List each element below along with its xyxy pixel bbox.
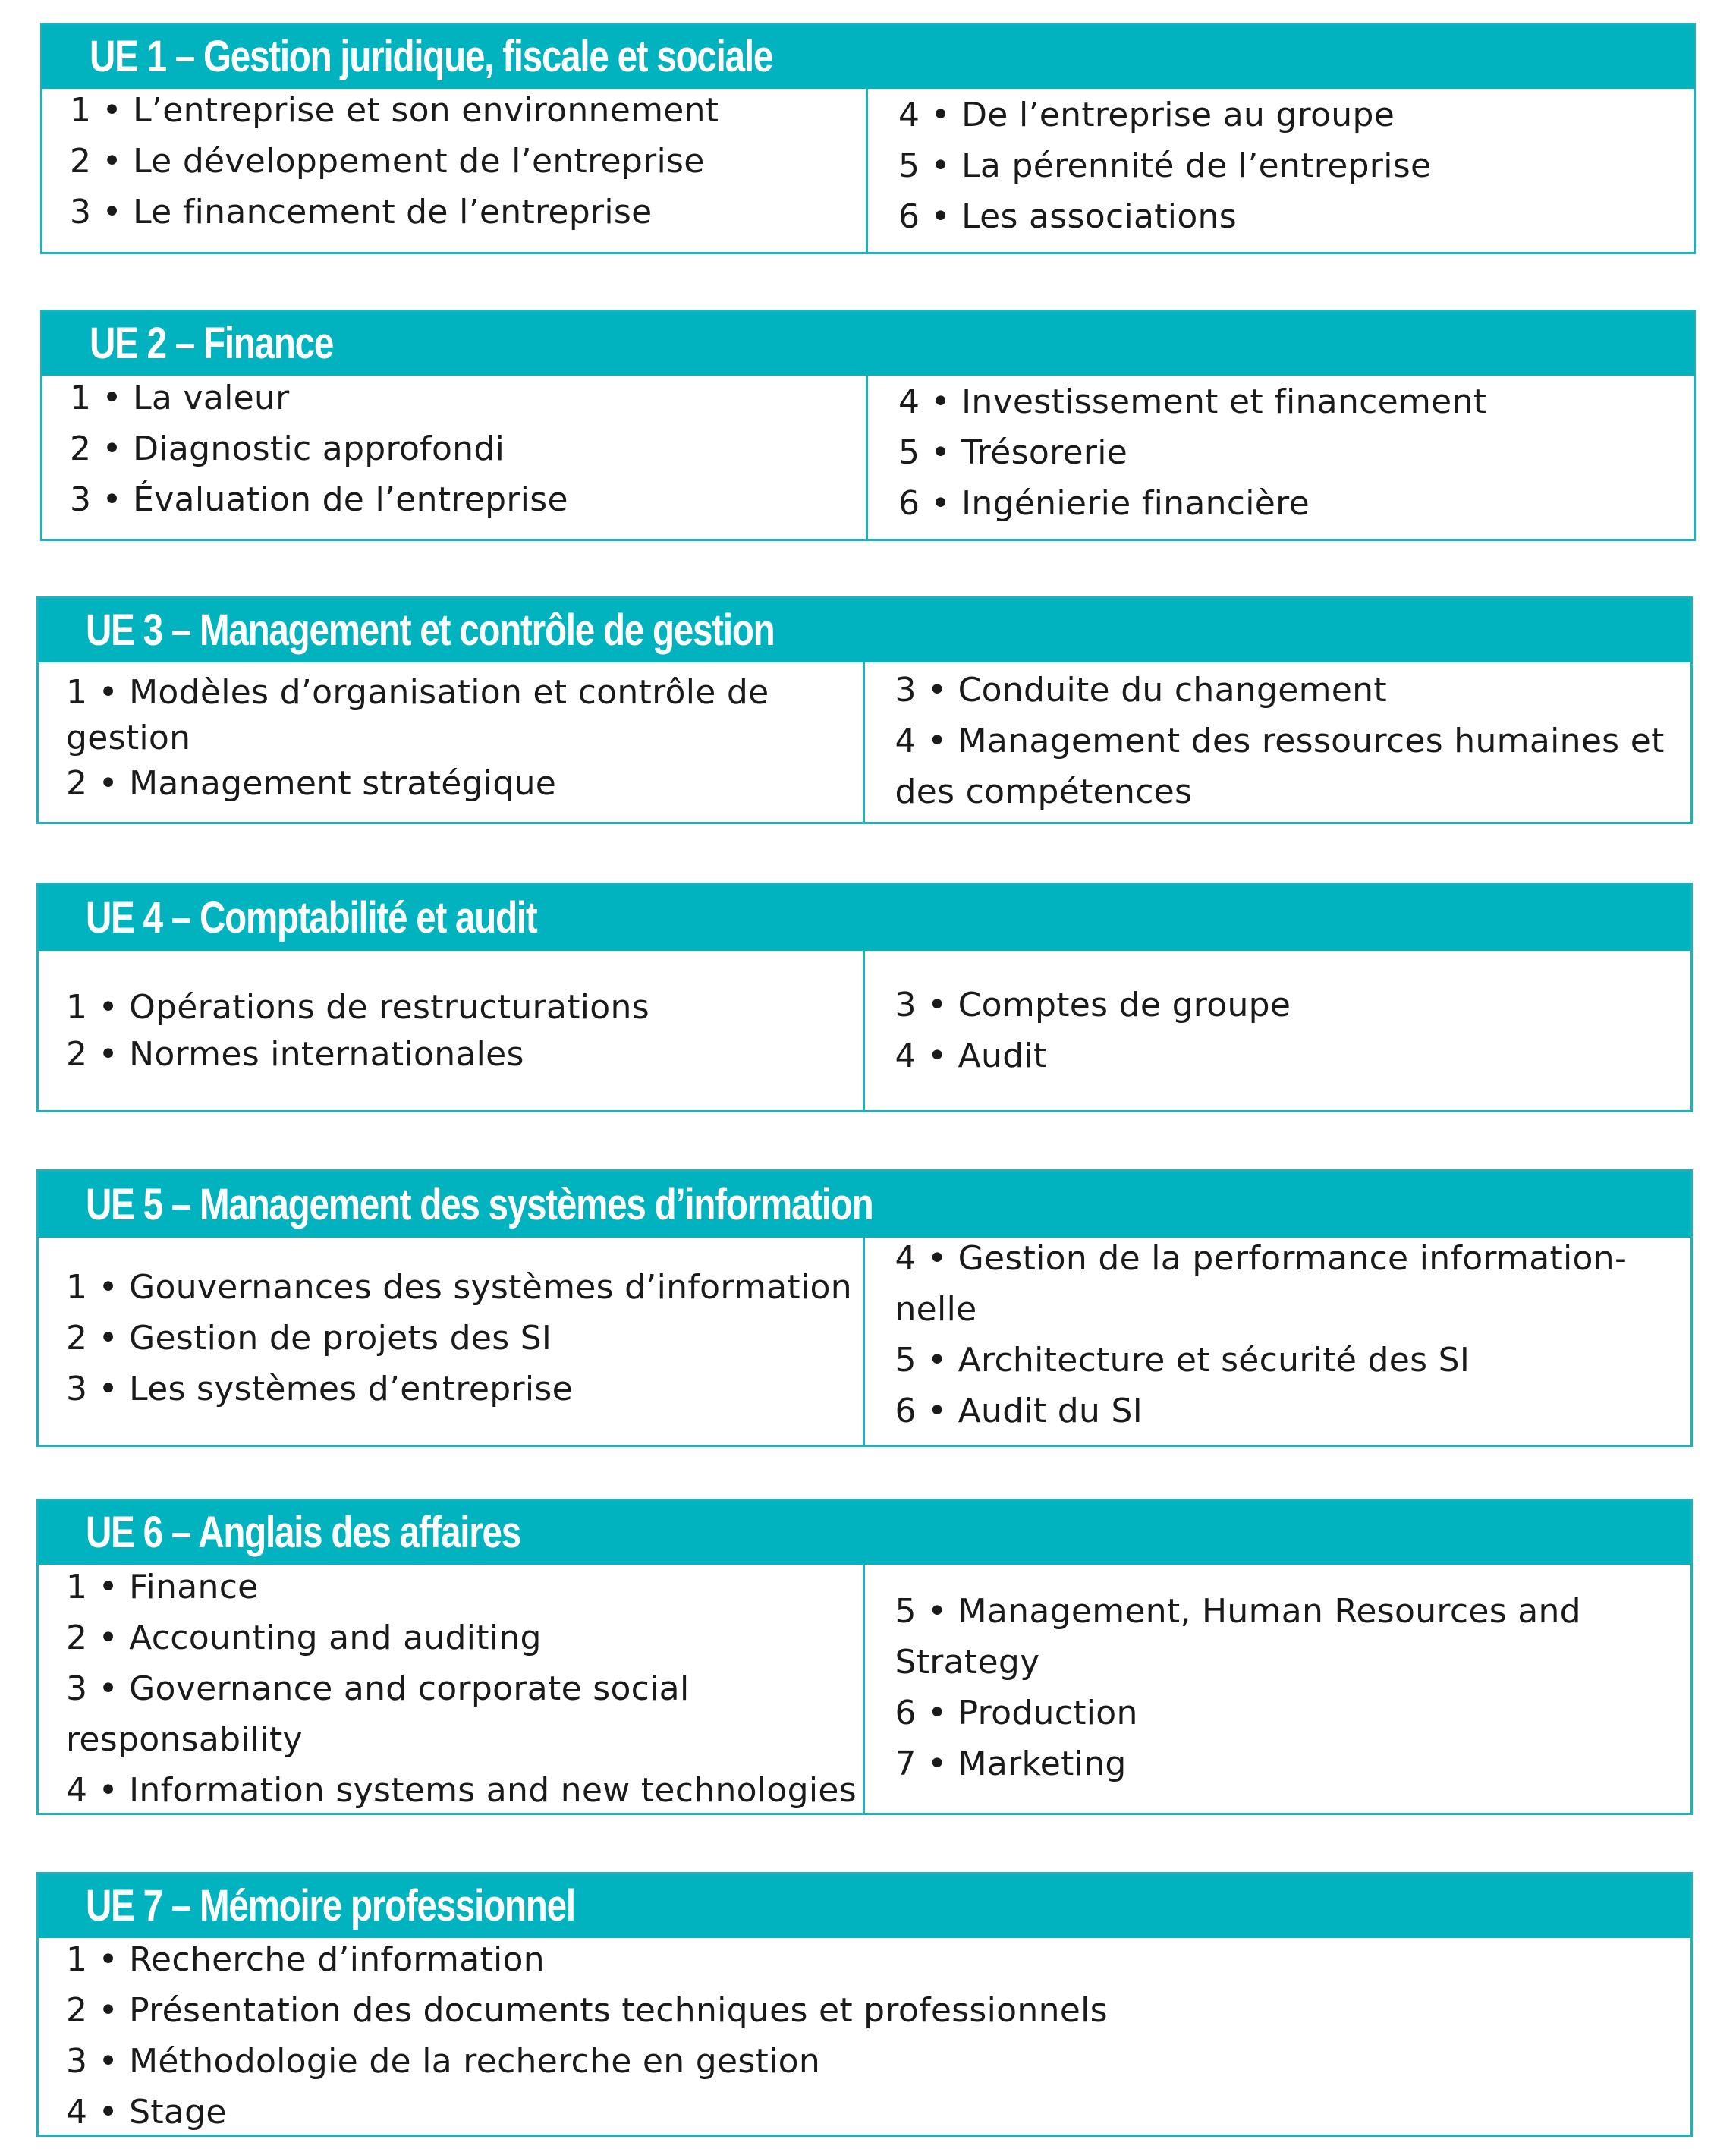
ue-4-item-2: 2 • Normes internationales bbox=[66, 1035, 524, 1074]
ue-3-item-3: 3 • Conduite du changement bbox=[895, 671, 1387, 709]
ue-6-header bbox=[39, 1501, 1690, 1565]
ue-3-item-2: 2 • Management stratégique bbox=[66, 764, 557, 803]
ue-2-header bbox=[42, 312, 1694, 376]
ue-5-item-3: 3 • Les systèmes d’entreprise bbox=[66, 1370, 573, 1408]
ue-4-item-4: 4 • Audit bbox=[895, 1037, 1047, 1075]
ue-7-item-4: 4 • Stage bbox=[66, 2093, 227, 2132]
ue-3-item-1: 1 • Modèles d’organisation et contrôle de gestion bbox=[66, 673, 769, 757]
ue-5-item-6: 6 • Audit du SI bbox=[895, 1392, 1143, 1430]
ue-6-item-1: 1 • Finance bbox=[66, 1568, 259, 1606]
ue-6-item-4: 4 • Information systems and new technologies bbox=[66, 1771, 857, 1810]
ue-4-item-1: 1 • Opérations de restructurations bbox=[66, 988, 649, 1027]
ue-7-item-3: 3 • Méthodologie de la recherche en gestion bbox=[66, 2042, 821, 2081]
ue-4-header bbox=[39, 885, 1690, 951]
ue-1-section bbox=[40, 23, 1696, 254]
ue-1-item-1: 1 • L’entreprise et son environnement bbox=[70, 91, 719, 130]
ue-7-item-1: 1 • Recherche d’information bbox=[66, 1940, 545, 1979]
ue-4-item-3: 3 • Comptes de groupe bbox=[895, 986, 1291, 1024]
ue-7-header bbox=[39, 1874, 1690, 1938]
ue-1-header bbox=[42, 25, 1694, 89]
ue-6-item-6: 6 • Production bbox=[895, 1694, 1138, 1732]
ue-6-item-2: 2 • Accounting and auditing bbox=[66, 1619, 542, 1657]
ue-3-section bbox=[36, 596, 1693, 824]
ue-5-header bbox=[39, 1172, 1690, 1238]
ue-2-title: UE 2 – Finance bbox=[90, 319, 334, 368]
ue-4-title: UE 4 – Comptabilité et audit bbox=[86, 893, 537, 942]
ue-1-item-2: 2 • Le développement de l’entreprise bbox=[70, 142, 705, 181]
ue-2-item-5: 5 • Trésorerie bbox=[898, 433, 1128, 472]
ue-2-item-4: 4 • Investissement et financement bbox=[898, 382, 1487, 421]
ue-1-title: UE 1 – Gestion juridique, fiscale et sociale bbox=[90, 32, 773, 81]
ue-3-header bbox=[39, 599, 1690, 662]
ue-5-section bbox=[36, 1169, 1693, 1447]
ue-5-item-4: 4 • Gestion de la performance information-nelle bbox=[895, 1239, 1628, 1329]
ue-3-item-4: 4 • Management des ressources humaines et des compétences bbox=[895, 722, 1665, 811]
ue-1-item-4: 4 • De l’entreprise au groupe bbox=[898, 96, 1395, 134]
ue-5-item-1: 1 • Gouvernances des systèmes d’information bbox=[66, 1268, 852, 1307]
ue-1-item-6: 6 • Les associations bbox=[898, 197, 1237, 236]
ue-6-item-5: 5 • Management, Human Resources and Strategy bbox=[895, 1592, 1581, 1682]
ue-2-item-6: 6 • Ingénierie financière bbox=[898, 484, 1310, 523]
ue-2-item-3: 3 • Évaluation de l’entreprise bbox=[70, 480, 568, 519]
ue-2-section bbox=[40, 310, 1696, 541]
ue-1-item-3: 3 • Le financement de l’entreprise bbox=[70, 193, 653, 231]
ue-5-item-2: 2 • Gestion de projets des SI bbox=[66, 1319, 552, 1358]
ue-7-item-2: 2 • Présentation des documents techniques et professionnels bbox=[66, 1991, 1108, 2030]
ue-4-section bbox=[36, 883, 1693, 1112]
ue-6-title: UE 6 – Anglais des affaires bbox=[86, 1508, 521, 1557]
ue-5-title: UE 5 – Management des systèmes d’information bbox=[86, 1180, 873, 1229]
ue-3-title: UE 3 – Management et contrôle de gestion bbox=[86, 606, 775, 655]
ue-6-section bbox=[36, 1499, 1693, 1815]
ue-1-item-5: 5 • La pérennité de l’entreprise bbox=[898, 146, 1432, 185]
ue-6-item-3: 3 • Governance and corporate social responsability bbox=[66, 1669, 690, 1759]
ue-7-section bbox=[36, 1872, 1693, 2137]
ue-5-item-5: 5 • Architecture et sécurité des SI bbox=[895, 1341, 1470, 1380]
ue-2-item-2: 2 • Diagnostic approfondi bbox=[70, 429, 505, 468]
ue-7-title: UE 7 – Mémoire professionnel bbox=[86, 1881, 575, 1930]
ue-6-item-7: 7 • Marketing bbox=[895, 1745, 1127, 1783]
ue-2-item-1: 1 • La valeur bbox=[70, 379, 290, 417]
